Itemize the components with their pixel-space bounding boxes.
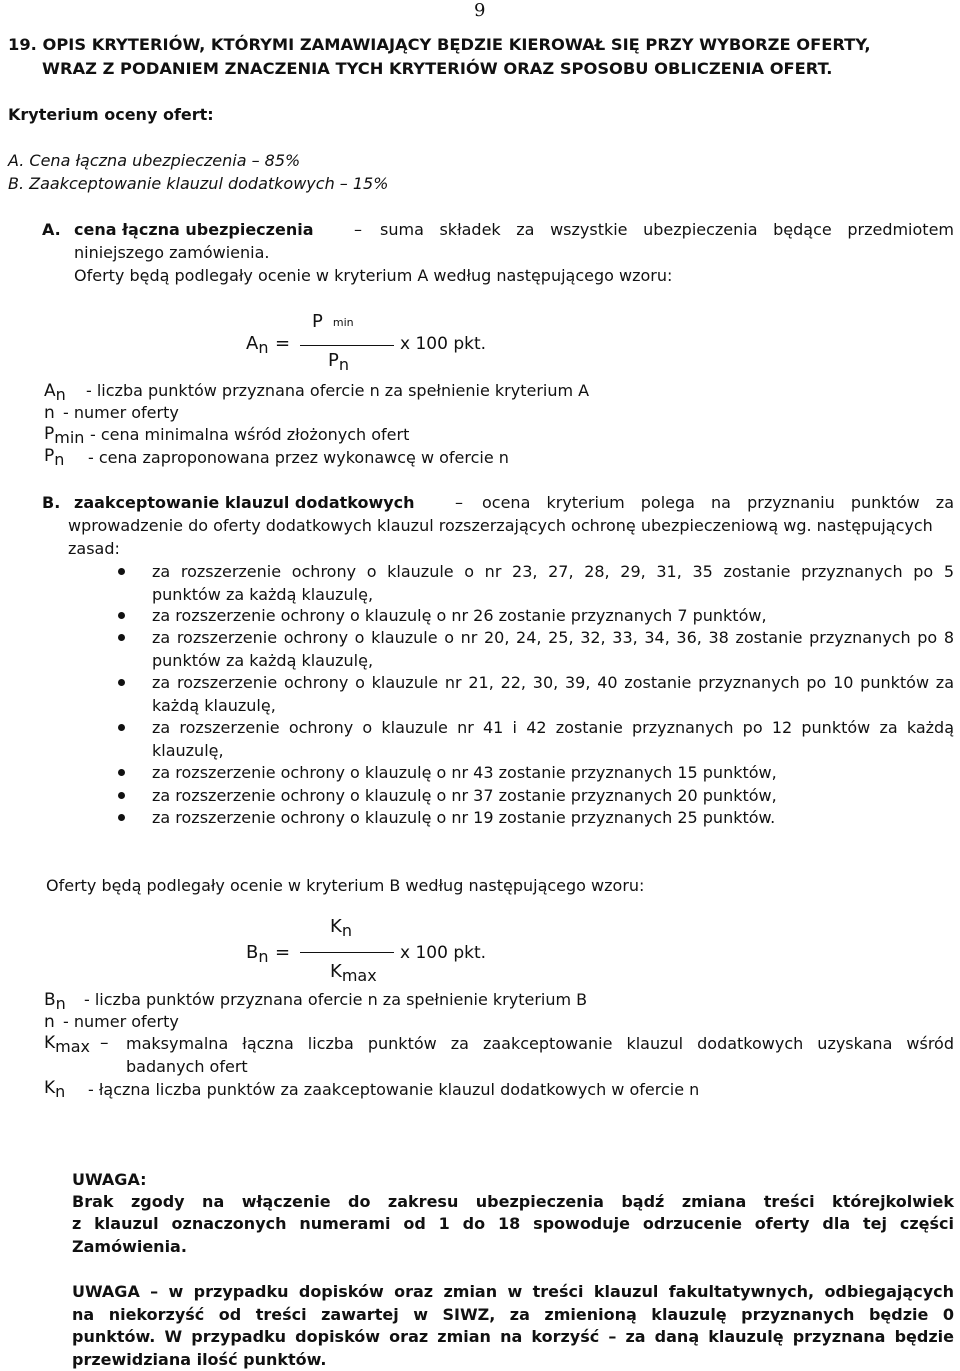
part-a-dash: – [354,220,362,239]
legend-b-text: - numer oferty [63,1012,179,1031]
legend-a-text: - cena minimalna wśród złożonych ofert [90,425,410,444]
part-b-label: B. [42,493,61,512]
part-b-text-line1: ocena kryterium polega na przyznaniu punktów za [482,493,954,512]
rule-line1: za rozszerzenie ochrony o klauzule o nr 23, 27, 28, 29, 31, 35 zostanie przyznanych po 5 [152,562,954,581]
part-a-text-line2: niniejszego zamówienia. [74,243,270,262]
rule-line2: punktów za każdą klauzulę, [152,585,374,604]
part-b-dash: – [455,493,463,512]
bullet-icon [118,792,125,799]
formula-a-equals: = [275,333,291,354]
note1-line3: Zamówienia. [72,1237,187,1256]
formula-b-numerator: Kn [330,916,352,940]
formula-b-fraction-bar [300,952,394,953]
legend-a-symbol: n [44,403,55,423]
part-a-intro: Oferty będą podlegały ocenie w kryterium A według następującego wzoru: [74,266,673,285]
legend-b-symbol: Kmax [44,1033,91,1056]
rule-line1: za rozszerzenie ochrony o klauzule nr 21, 22, 30, 39, 40 zostanie przyznanych po 10 punktów za [152,673,954,692]
legend-b-text: maksymalna łączna liczba punktów za zaakceptowanie klauzul dodatkowych uzyskana wśród [126,1034,954,1053]
legend-b-text: - łączna liczba punktów za zaakceptowanie klauzul dodatkowych w ofercie n [88,1080,700,1099]
bullet-icon [118,814,125,821]
bullet-icon [118,634,125,641]
legend-a-text: - liczba punktów przyznana ofercie n za spełnienie kryterium A [86,381,590,400]
page-number: 9 [474,0,486,21]
part-a-text-line1: suma składek za wszystkie ubezpieczenia będące przedmiotem [380,220,954,239]
section-heading-line1: 19. OPIS KRYTERIÓW, KTÓRYMI ZAMAWIAJĄCY BĘDZIE KIEROWAŁ SIĘ PRZY WYBORZE OFERTY, [8,35,871,54]
note2-line1: UWAGA – w przypadku dopisków oraz zmian w treści klauzul fakultatywnych, odbiegających [72,1282,954,1301]
note1-title: UWAGA: [72,1170,147,1189]
rule-line1: za rozszerzenie ochrony o klauzule o nr 20, 24, 25, 32, 33, 34, 36, 38 zostanie przyznanych po 8 [152,628,954,647]
rule-line2: punktów za każdą klauzulę, [152,651,374,670]
formula-a-multiplier: x 100 pkt. [400,334,487,354]
rule-line1: za rozszerzenie ochrony o klauzule nr 41 i 42 zostanie przyznanych po 12 punktów za każdą [152,718,954,737]
section-heading-line2: WRAZ Z PODANIEM ZNACZENIA TYCH KRYTERIÓW ORAZ SPOSOBU OBLICZENIA OFERT. [42,59,833,78]
part-a-title: cena łączna ubezpieczenia [74,220,314,239]
rule-line2: klauzulę, [152,741,224,760]
criteria-heading: Kryterium oceny ofert: [8,105,214,124]
bullet-icon [118,724,125,731]
formula-b-denominator: Kmax [330,961,377,985]
rule-line1: za rozszerzenie ochrony o klauzulę o nr 37 zostanie przyznanych 20 punktów, [152,786,777,805]
note2-line4: przewidziana ilość punktów. [72,1350,327,1369]
note1-line2: z klauzul oznaczonych numerami od 1 do 18 spowoduje odrzucenie oferty dla tej części [72,1214,954,1233]
bullet-icon [118,769,125,776]
criterion-a: A. Cena łączna ubezpieczenia – 85% [8,151,301,170]
formula-b-lhs: Bn [246,942,269,966]
legend-a-symbol: An [44,381,66,404]
rule-line1: za rozszerzenie ochrony o klauzulę o nr 19 zostanie przyznanych 25 punktów. [152,808,776,827]
note1-line1: Brak zgody na włączenie do zakresu ubezpieczenia bądź zmiana treści którejkolwiek [72,1192,954,1211]
note2-line3: punktów. W przypadku dopisków oraz zmian na korzyść – za daną klauzulę przyznana będzie [72,1327,954,1346]
legend-b-text: - liczba punktów przyznana ofercie n za spełnienie kryterium B [84,990,588,1009]
rule-line2: każdą klauzulę, [152,696,276,715]
part-b-intro: Oferty będą podlegały ocenie w kryterium B według następującego wzoru: [46,876,645,895]
part-b-text-line3: zasad: [68,539,120,558]
legend-a-symbol: Pmin [44,424,85,447]
legend-b-text-line2: badanych ofert [126,1057,248,1076]
part-b-text-line2: wprowadzenie do oferty dodatkowych klauzul rozszerzających ochronę ubezpieczeniową wg. następujących [68,516,933,535]
formula-a-lhs: An [246,333,269,357]
legend-a-text: - cena zaproponowana przez wykonawcę w ofercie n [88,448,509,467]
formula-b-multiplier: x 100 pkt. [400,943,487,963]
legend-a-text: - numer oferty [63,403,179,422]
legend-b-symbol: Kn [44,1078,66,1101]
formula-a-fraction-bar [300,345,394,346]
bullet-icon [118,612,125,619]
legend-b-symbol: n [44,1012,55,1032]
part-a-label: A. [42,220,61,239]
note2-line2: na niekorzyść od treści zawartej w SIWZ, za zmienioną klauzulę przyznanych będzie 0 [72,1305,954,1324]
legend-b-dash: – [100,1033,109,1053]
bullet-icon [118,568,125,575]
formula-a-numerator: Pmin [312,311,354,332]
part-b-title: zaakceptowanie klauzul dodatkowych [74,493,415,512]
rule-line1: za rozszerzenie ochrony o klauzulę o nr 26 zostanie przyznanych 7 punktów, [152,606,767,625]
legend-a-symbol: Pn [44,446,65,469]
criterion-b: B. Zaakceptowanie klauzul dodatkowych – 15% [8,174,389,193]
bullet-icon [118,679,125,686]
formula-a-denominator: Pn [328,350,349,374]
legend-b-symbol: Bn [44,990,66,1013]
formula-b-equals: = [275,942,291,963]
rule-line1: za rozszerzenie ochrony o klauzulę o nr 43 zostanie przyznanych 15 punktów, [152,763,777,782]
